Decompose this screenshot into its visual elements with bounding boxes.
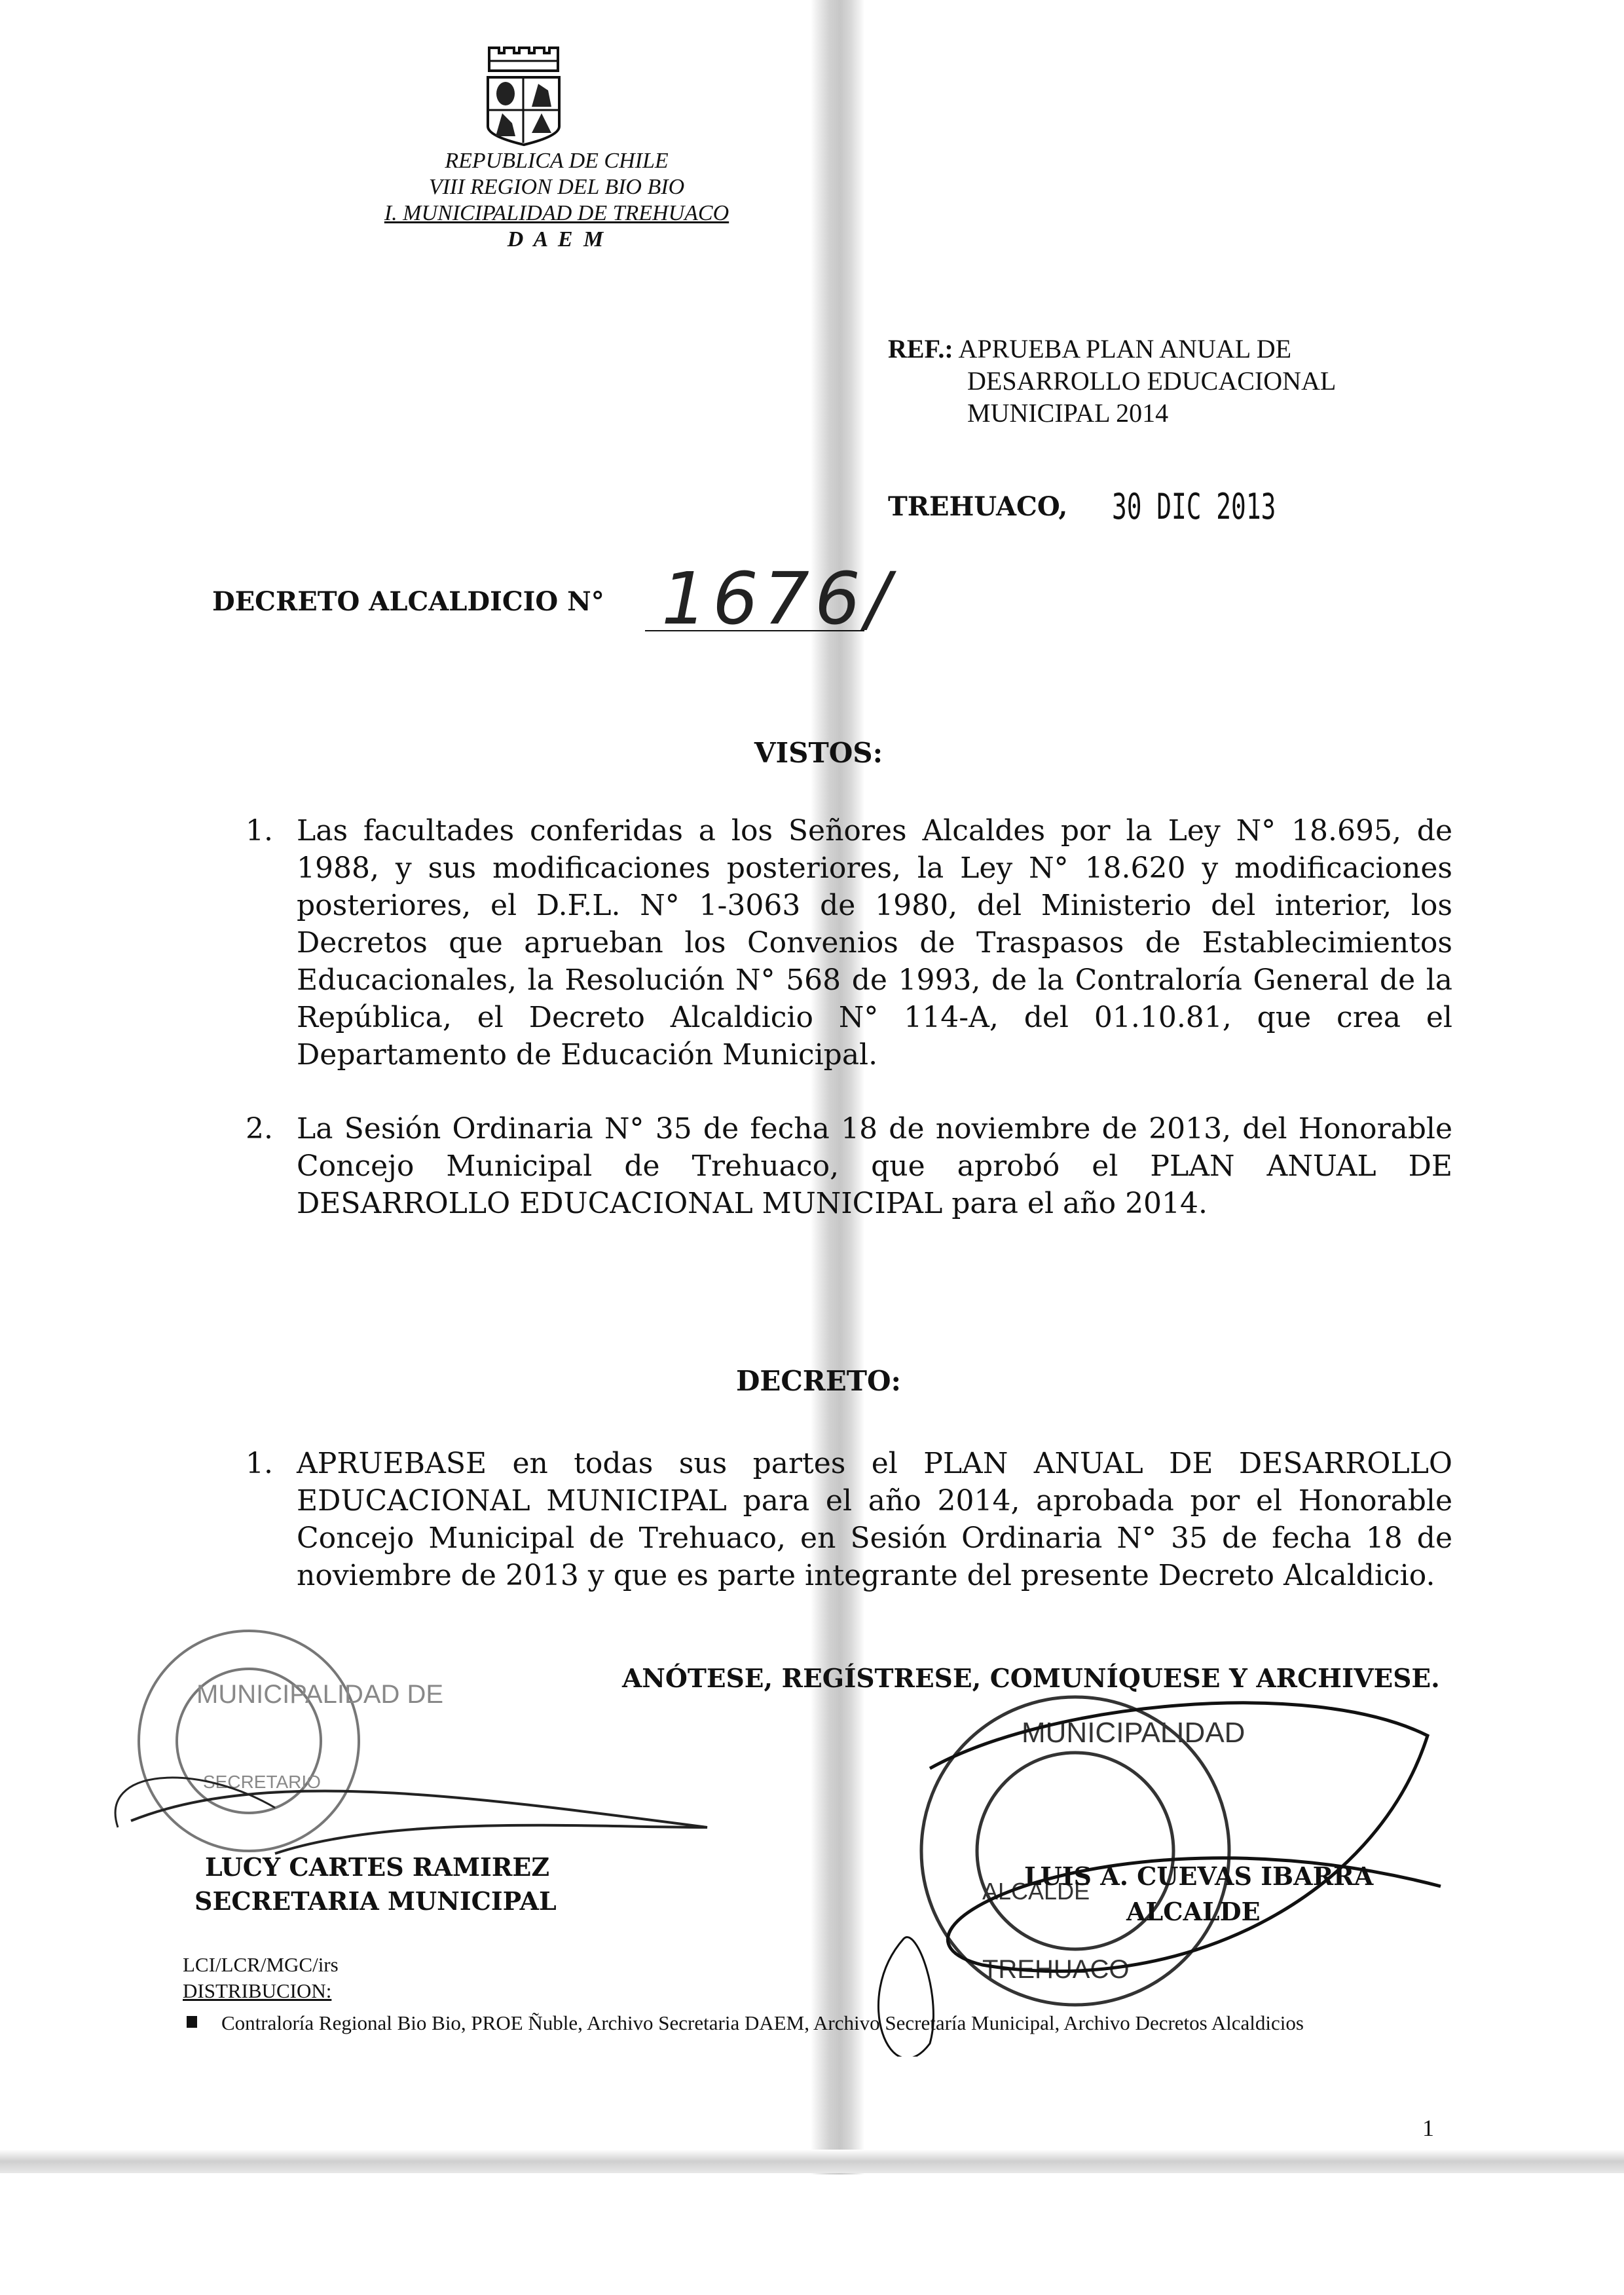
ref-line-1: APRUEBA PLAN ANUAL DE <box>958 334 1292 364</box>
distribution-list: Contraloría Regional Bio Bio, PROE Ñuble, Archivo Secretaria DAEM, Archivo Secretaría Municipal, Archivo Decretos Alcaldicios <box>221 2011 1304 2034</box>
ref-label: REF.: <box>888 334 953 364</box>
date-stamp: 30 DIC 2013 <box>1112 486 1276 527</box>
decree-label: DECRETO ALCALDICIO N° <box>212 586 604 617</box>
initials: LCI/LCR/MGC/irs <box>183 1953 339 1976</box>
decreto-item-1-number: 1. <box>246 1447 273 1480</box>
place-label: TREHUACO, <box>888 491 1068 522</box>
svg-text:TREHUACO: TREHUACO <box>982 1955 1130 1984</box>
vistos-item-1-text: Las facultades conferidas a los Señores Alcaldes por la Ley N° 18.695, de 1988, y sus modificaciones posteriores, la Ley N° 18.620 y modificaciones posteriores, el D.F.L. N° 1-3063 de 1980, del Ministerio del interior, los Decretos que aprueban los Convenios de Traspasos de Establecimientos Educacionales, la Resolución N° 568 de 1993, de la Contraloría General de la República, el Decreto Alcaldicio N° 114-A, del 01.10.81, que crea el Departamento de Educación Municipal. <box>297 814 1452 1072</box>
mayor-title: ALCALDE <box>1126 1897 1261 1926</box>
secretary-signature <box>131 1791 707 1854</box>
ref-block <box>888 333 1291 365</box>
decree-number-handwritten: 1676/ <box>661 557 896 641</box>
secretary-name: LUCY CARTES RAMIREZ <box>205 1852 550 1882</box>
secretary-stamp-icon <box>139 1624 359 1851</box>
decreto-item-1-text: APRUEBASE en todas sus partes el PLAN ANUAL DE DESARROLLO EDUCACIONAL MUNICIPAL para el año 2014, aprobada por el Honorable Concejo Municipal de Trehuaco, en Sesión Ordinaria N° 35 de fecha 18 de noviembre de 2013 y que es parte integrante del presente Decreto Alcaldicio. <box>297 1447 1452 1592</box>
ref-line-3: MUNICIPAL 2014 <box>967 398 1169 428</box>
closing-formula: ANÓTESE, REGÍSTRESE, COMUNÍQUESE Y ARCHIVESE. <box>622 1664 1440 1694</box>
mayor-name: LUIS A. CUEVAS IBARRA <box>1024 1861 1374 1891</box>
header-line-region: VIII REGION DEL BIO BIO <box>428 175 685 199</box>
svg-text:MUNICIPALIDAD DE: MUNICIPALIDAD DE <box>196 1680 444 1709</box>
svg-text:ALCALDE: ALCALDE <box>982 1878 1090 1905</box>
decreto-heading: DECRETO: <box>735 1365 902 1397</box>
svg-text:SECRETARIO: SECRETARIO <box>203 1772 321 1792</box>
municipal-crest-icon <box>483 41 564 146</box>
bullet-icon <box>187 2016 197 2028</box>
secretary-title: SECRETARIA MUNICIPAL <box>194 1886 557 1916</box>
scan-bottom-edge <box>0 2150 1624 2173</box>
distribution-label: DISTRIBUCION: <box>183 1979 332 2002</box>
page-number: 1 <box>1422 2115 1434 2141</box>
vistos-item-1-number: 1. <box>246 814 273 848</box>
header-line-republic: REPUBLICA DE CHILE <box>445 149 669 173</box>
ref-line-2: DESARROLLO EDUCACIONAL <box>967 366 1337 396</box>
vistos-heading: VISTOS: <box>754 737 883 769</box>
svg-text:MUNICIPALIDAD: MUNICIPALIDAD <box>1022 1717 1246 1749</box>
header-line-daem: D A E M <box>507 227 606 252</box>
vistos-item-2-text: La Sesión Ordinaria N° 35 de fecha 18 de noviembre de 2013, del Honorable Concejo Municipal de Trehuaco, que aprobó el PLAN ANUAL DE DESARROLLO EDUCACIONAL MUNICIPAL para el año 2014. <box>297 1112 1452 1220</box>
vistos-item-2-number: 2. <box>246 1112 273 1146</box>
header-line-municipality: I. MUNICIPALIDAD DE TREHUACO <box>384 201 729 225</box>
